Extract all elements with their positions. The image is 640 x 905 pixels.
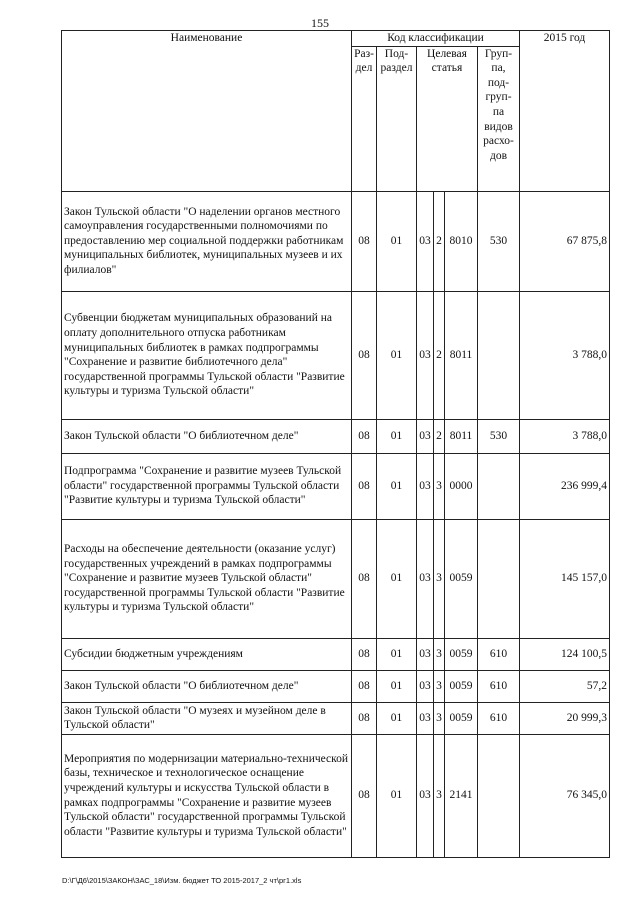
table-row (62, 670, 610, 702)
table-row (62, 419, 610, 453)
row-podrazdel: 01 (377, 702, 417, 734)
header-row (62, 31, 610, 47)
row-amount: 57,2 (520, 670, 610, 702)
row-group (478, 734, 520, 857)
row-razdel: 08 (352, 453, 377, 519)
row-group: 610 (478, 670, 520, 702)
header-target: Целевая статья (417, 46, 478, 191)
header-podrazdel: Под- раздел (377, 46, 417, 191)
row-target-program: 03 (417, 291, 434, 419)
header-classification: Код классификации (352, 31, 520, 47)
row-target-code: 0059 (445, 702, 478, 734)
row-razdel: 08 (352, 191, 377, 291)
row-group (478, 453, 520, 519)
row-name: Закон Тульской области "О библиотечном деле" (62, 419, 352, 453)
row-amount: 67 875,8 (520, 191, 610, 291)
row-name: Мероприятия по модернизации материально-технической базы, техническое и технологическое оснащение учреждений культуры и искусства Тульской области в рамках подпрограммы "Сохранение и развитие музеев Тульской области" государственной программы Тульской области "Развитие культуры и туризма Тульской области" (62, 734, 352, 857)
row-target-subprogram: 3 (434, 453, 445, 519)
row-razdel: 08 (352, 419, 377, 453)
row-target-program: 03 (417, 419, 434, 453)
row-amount: 76 345,0 (520, 734, 610, 857)
row-group (478, 291, 520, 419)
table-row (62, 519, 610, 638)
row-group: 610 (478, 702, 520, 734)
row-name: Субсидии бюджетным учреждениям (62, 638, 352, 670)
row-target-program: 03 (417, 453, 434, 519)
row-name: Подпрограмма "Сохранение и развитие музеев Тульской области" государственной программы Тульской области "Развитие культуры и туризма Тульской области" (62, 453, 352, 519)
table-row (62, 191, 610, 291)
row-target-code: 8011 (445, 419, 478, 453)
row-target-subprogram: 3 (434, 670, 445, 702)
row-name: Закон Тульской области "О наделении органов местного самоуправления государственными полномочиями по предоставлению мер социальной поддержки работникам муниципальных библиотек, муниципальных музеев и их филиалов" (62, 191, 352, 291)
row-podrazdel: 01 (377, 734, 417, 857)
table-row (62, 291, 610, 419)
row-target-code: 8011 (445, 291, 478, 419)
row-name: Расходы на обеспечение деятельности (оказание услуг) государственных учреждений в рамках подпрограммы "Сохранение и развитие музеев Тульской области" государственной программы Тульской области "Развитие культуры и туризма Тульской области" (62, 519, 352, 638)
row-amount: 3 788,0 (520, 291, 610, 419)
row-target-code: 2141 (445, 734, 478, 857)
row-amount: 20 999,3 (520, 702, 610, 734)
row-target-subprogram: 3 (434, 734, 445, 857)
row-target-subprogram: 2 (434, 419, 445, 453)
row-amount: 236 999,4 (520, 453, 610, 519)
row-target-subprogram: 3 (434, 702, 445, 734)
table-row (62, 453, 610, 519)
row-podrazdel: 01 (377, 670, 417, 702)
row-podrazdel: 01 (377, 419, 417, 453)
table-row (62, 734, 610, 857)
row-target-program: 03 (417, 638, 434, 670)
row-target-program: 03 (417, 519, 434, 638)
row-target-program: 03 (417, 734, 434, 857)
row-podrazdel: 01 (377, 291, 417, 419)
row-podrazdel: 01 (377, 519, 417, 638)
row-razdel: 08 (352, 638, 377, 670)
row-razdel: 08 (352, 702, 377, 734)
row-target-subprogram: 2 (434, 291, 445, 419)
row-name: Закон Тульской области "О музеях и музейном деле в Тульской области" (62, 702, 352, 734)
header-name: Наименование (62, 31, 352, 192)
row-target-program: 03 (417, 670, 434, 702)
row-target-subprogram: 3 (434, 638, 445, 670)
row-target-program: 03 (417, 191, 434, 291)
row-target-code: 0059 (445, 519, 478, 638)
header-razdel: Раз- дел (352, 46, 377, 191)
file-path-footer: D:\Г\Д6\2015\ЗАКОН\ЗАС_18\Изм. бюджет ТО 2015-2017_2 чт\рг1.xls (62, 876, 302, 885)
row-razdel: 08 (352, 519, 377, 638)
row-target-subprogram: 2 (434, 191, 445, 291)
table-row (62, 638, 610, 670)
row-razdel: 08 (352, 670, 377, 702)
row-podrazdel: 01 (377, 191, 417, 291)
row-amount: 145 157,0 (520, 519, 610, 638)
row-razdel: 08 (352, 291, 377, 419)
table-row (62, 702, 610, 734)
row-amount: 3 788,0 (520, 419, 610, 453)
row-group: 530 (478, 191, 520, 291)
budget-table (61, 30, 610, 858)
row-podrazdel: 01 (377, 638, 417, 670)
row-amount: 124 100,5 (520, 638, 610, 670)
row-target-subprogram: 3 (434, 519, 445, 638)
row-target-code: 0000 (445, 453, 478, 519)
row-group (478, 519, 520, 638)
header-group: Груп- па, под- груп- па видов расхо- дов (478, 46, 520, 191)
row-target-code: 8010 (445, 191, 478, 291)
row-razdel: 08 (352, 734, 377, 857)
row-target-program: 03 (417, 702, 434, 734)
row-target-code: 0059 (445, 638, 478, 670)
row-podrazdel: 01 (377, 453, 417, 519)
row-group: 610 (478, 638, 520, 670)
header-year: 2015 год (520, 31, 610, 192)
row-group: 530 (478, 419, 520, 453)
page-number: 155 (311, 16, 329, 30)
row-name: Субвенции бюджетам муниципальных образований на оплату дополнительного отпуска работникам муниципальных библиотек в рамках подпрограммы "Сохранение и развитие библиотечного дела" государственной программы Тульской области "Развитие культуры и туризма Тульской области" (62, 291, 352, 419)
row-target-code: 0059 (445, 670, 478, 702)
row-name: Закон Тульской области "О библиотечном деле" (62, 670, 352, 702)
